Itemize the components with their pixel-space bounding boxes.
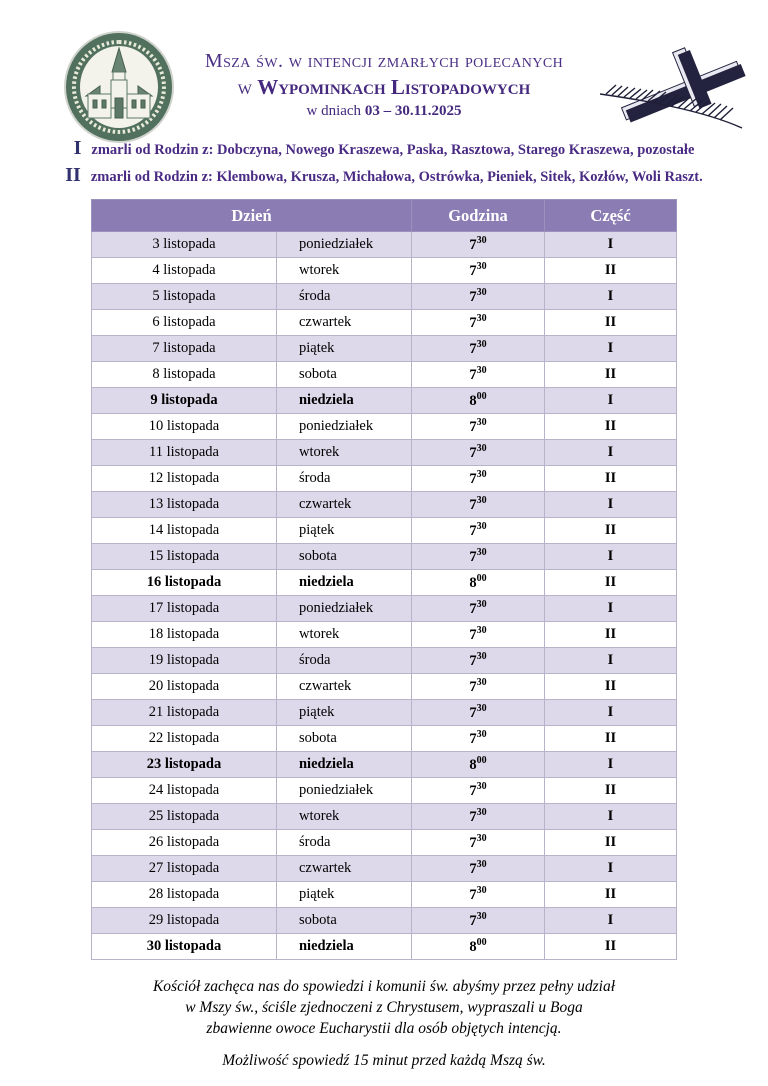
cell-date: 22 listopada [91,726,276,752]
table-row [91,466,676,492]
cell-date: 20 listopada [91,674,276,700]
cell-weekday: piątek [276,336,411,362]
cell-part: II [545,674,677,700]
footer-line: zbawienne owoce Eucharystii dla osób objętych intencją. [206,1020,562,1037]
time-minutes: 30 [476,417,487,429]
cell-part: II [545,934,677,960]
schedule-body [91,232,676,960]
cell-time [412,440,545,466]
table-row [91,388,676,414]
cell-weekday: środa [276,284,411,310]
date-range-prefix: w dniach [306,103,365,119]
column-header-time: Godzina [412,200,545,232]
cell-part: II [545,414,677,440]
cell-date: 12 listopada [91,466,276,492]
page-header [0,0,768,134]
time-hour: 7 [469,600,477,617]
time-hour: 7 [469,730,477,747]
time-minutes: 30 [476,235,487,247]
cell-date: 30 listopada [91,934,276,960]
table-row [91,700,676,726]
cell-date: 13 listopada [91,492,276,518]
cell-date: 11 listopada [91,440,276,466]
table-row [91,518,676,544]
table-row [91,726,676,752]
cell-weekday: środa [276,830,411,856]
cell-time [412,726,545,752]
time-hour: 7 [469,314,477,331]
page-title: Msza św. w intencji zmarłych polecanych [204,50,564,72]
cell-weekday: niedziela [276,570,411,596]
cell-part: II [545,726,677,752]
cell-part: I [545,596,677,622]
cell-part: II [545,778,677,804]
cell-weekday: poniedziałek [276,596,411,622]
cell-part: I [545,336,677,362]
table-row [91,570,676,596]
cell-time [412,934,545,960]
parts-legend [0,136,768,190]
cell-time [412,778,545,804]
time-hour: 7 [469,418,477,435]
cell-date: 19 listopada [91,648,276,674]
time-hour: 7 [469,782,477,799]
time-minutes: 00 [476,573,487,585]
cell-part: II [545,258,677,284]
church-seal-icon [62,30,176,144]
time-hour: 7 [469,626,477,643]
cell-part: I [545,908,677,934]
cell-time [412,622,545,648]
cell-time [412,830,545,856]
cell-weekday: sobota [276,362,411,388]
cell-time [412,700,545,726]
page-footer [0,976,768,1070]
time-minutes: 30 [476,911,487,923]
cell-part: II [545,466,677,492]
time-minutes: 30 [476,781,487,793]
cell-part: I [545,492,677,518]
time-hour: 7 [469,470,477,487]
time-hour: 7 [469,834,477,851]
time-hour: 7 [469,496,477,513]
legend-text-2: zmarli od Rodzin z: Klembowa, Krusza, Michałowa, Ostrówka, Pieniek, Sitek, Kozłów, Woli Raszt. [90,169,703,185]
cell-part: I [545,648,677,674]
cell-weekday: wtorek [276,440,411,466]
cell-date: 23 listopada [91,752,276,778]
cell-date: 5 listopada [91,284,276,310]
table-row [91,362,676,388]
cell-time [412,908,545,934]
legend-part-2 [0,163,768,190]
cell-weekday: piątek [276,882,411,908]
table-row [91,258,676,284]
table-row [91,804,676,830]
confession-note: Możliwość spowiedź 15 minut przed każdą Mszą św. [222,1052,546,1069]
time-minutes: 30 [476,885,487,897]
cell-weekday: poniedziałek [276,232,411,258]
cell-weekday: czwartek [276,674,411,700]
cell-weekday: niedziela [276,388,411,414]
cell-weekday: piątek [276,700,411,726]
cell-time [412,674,545,700]
cell-part: I [545,856,677,882]
cell-weekday: poniedziałek [276,414,411,440]
footer-line: w Mszy św., ściśle zjednoczeni z Chrystusem, wypraszali u Boga [185,999,583,1016]
time-minutes: 30 [476,651,487,663]
cell-weekday: wtorek [276,622,411,648]
cell-date: 18 listopada [91,622,276,648]
time-minutes: 30 [476,261,487,273]
cell-date: 25 listopada [91,804,276,830]
cell-time [412,466,545,492]
cell-date: 4 listopada [91,258,276,284]
cell-time [412,804,545,830]
legend-text-1: zmarli od Rodzin z: Dobczyna, Nowego Kraszewa, Paska, Rasztowa, Starego Kraszewa, pozostałe [91,142,695,158]
cell-part: I [545,388,677,414]
cell-time [412,258,545,284]
cell-time [412,362,545,388]
time-hour: 7 [469,236,477,253]
time-minutes: 30 [476,495,487,507]
cell-part: II [545,310,677,336]
table-row [91,648,676,674]
time-hour: 8 [469,938,477,955]
cell-date: 6 listopada [91,310,276,336]
time-minutes: 30 [476,469,487,481]
parish-seal-logo [62,30,176,144]
cell-weekday: sobota [276,908,411,934]
cell-weekday: środa [276,466,411,492]
time-minutes: 30 [476,729,487,741]
time-hour: 7 [469,860,477,877]
cell-time [412,518,545,544]
table-row [91,674,676,700]
table-row [91,284,676,310]
cell-date: 16 listopada [91,570,276,596]
legend-numeral-2: II [65,164,81,186]
cell-part: I [545,440,677,466]
time-minutes: 30 [476,859,487,871]
table-row [91,882,676,908]
cell-date: 8 listopada [91,362,276,388]
time-hour: 8 [469,574,477,591]
table-row [91,414,676,440]
time-hour: 7 [469,678,477,695]
table-row [91,830,676,856]
time-minutes: 00 [476,937,487,949]
cell-weekday: czwartek [276,310,411,336]
table-row [91,908,676,934]
cell-weekday: wtorek [276,804,411,830]
cell-part: II [545,570,677,596]
cell-date: 26 listopada [91,830,276,856]
cell-weekday: poniedziałek [276,778,411,804]
cell-time [412,336,545,362]
cell-weekday: sobota [276,544,411,570]
cell-time [412,232,545,258]
time-minutes: 30 [476,521,487,533]
cell-date: 9 listopada [91,388,276,414]
column-header-part: Część [545,200,677,232]
time-hour: 8 [469,756,477,773]
time-minutes: 30 [476,547,487,559]
cell-weekday: czwartek [276,856,411,882]
table-row [91,440,676,466]
time-hour: 8 [469,392,477,409]
table-row [91,622,676,648]
cell-date: 15 listopada [91,544,276,570]
cell-date: 3 listopada [91,232,276,258]
cell-weekday: piątek [276,518,411,544]
cell-time [412,570,545,596]
cell-part: II [545,622,677,648]
cell-part: I [545,232,677,258]
cell-part: I [545,752,677,778]
time-minutes: 00 [476,755,487,767]
table-row [91,336,676,362]
time-minutes: 30 [476,287,487,299]
cell-time [412,414,545,440]
time-minutes: 30 [476,625,487,637]
cell-date: 27 listopada [91,856,276,882]
cell-time [412,596,545,622]
cell-date: 24 listopada [91,778,276,804]
time-hour: 7 [469,366,477,383]
cell-part: I [545,700,677,726]
time-hour: 7 [469,340,477,357]
cell-weekday: niedziela [276,934,411,960]
cell-date: 28 listopada [91,882,276,908]
cell-part: II [545,882,677,908]
cell-date: 17 listopada [91,596,276,622]
time-hour: 7 [469,262,477,279]
column-header-day: Dzień [91,200,411,232]
cell-time [412,752,545,778]
time-minutes: 30 [476,833,487,845]
schedule-header [91,200,676,232]
table-row [91,232,676,258]
table-row [91,752,676,778]
time-minutes: 30 [476,365,487,377]
cell-weekday: wtorek [276,258,411,284]
subtitle-main: Wypominkach Listopadowych [257,75,531,99]
cell-part: I [545,284,677,310]
time-hour: 7 [469,444,477,461]
cell-time [412,648,545,674]
time-minutes: 30 [476,599,487,611]
cell-weekday: sobota [276,726,411,752]
time-minutes: 30 [476,807,487,819]
table-row [91,596,676,622]
cell-part: I [545,804,677,830]
cell-time [412,492,545,518]
table-row [91,778,676,804]
time-hour: 7 [469,548,477,565]
cell-time [412,284,545,310]
time-hour: 7 [469,912,477,929]
cell-time [412,388,545,414]
cell-weekday: niedziela [276,752,411,778]
time-minutes: 00 [476,391,487,403]
time-hour: 7 [469,808,477,825]
subtitle-prefix: w [237,75,258,99]
cell-part: II [545,518,677,544]
time-hour: 7 [469,886,477,903]
time-minutes: 30 [476,443,487,455]
cell-weekday: środa [276,648,411,674]
date-range: 03 – 30.11.2025 [364,103,462,119]
header-row [91,200,676,232]
cell-part: II [545,830,677,856]
cell-date: 21 listopada [91,700,276,726]
legend-numeral-1: I [73,137,82,159]
cell-time [412,856,545,882]
cell-part: I [545,544,677,570]
table-row [91,544,676,570]
footer-line: Kościół zachęca nas do spowiedzi i komunii św. abyśmy przez pełny udział [152,978,616,995]
cell-date: 14 listopada [91,518,276,544]
time-hour: 7 [469,652,477,669]
cell-part: II [545,362,677,388]
cell-time [412,544,545,570]
cell-date: 7 listopada [91,336,276,362]
time-minutes: 30 [476,313,487,325]
table-row [91,492,676,518]
time-minutes: 30 [476,703,487,715]
cell-time [412,310,545,336]
table-row [91,934,676,960]
time-minutes: 30 [476,677,487,689]
table-row [91,856,676,882]
time-hour: 7 [469,704,477,721]
cell-date: 10 listopada [91,414,276,440]
cell-date: 29 listopada [91,908,276,934]
table-row [91,310,676,336]
cell-weekday: czwartek [276,492,411,518]
cell-time [412,882,545,908]
cross-palm-icon [592,40,764,136]
schedule-table [91,199,677,960]
time-hour: 7 [469,288,477,305]
time-minutes: 30 [476,339,487,351]
time-hour: 7 [469,522,477,539]
